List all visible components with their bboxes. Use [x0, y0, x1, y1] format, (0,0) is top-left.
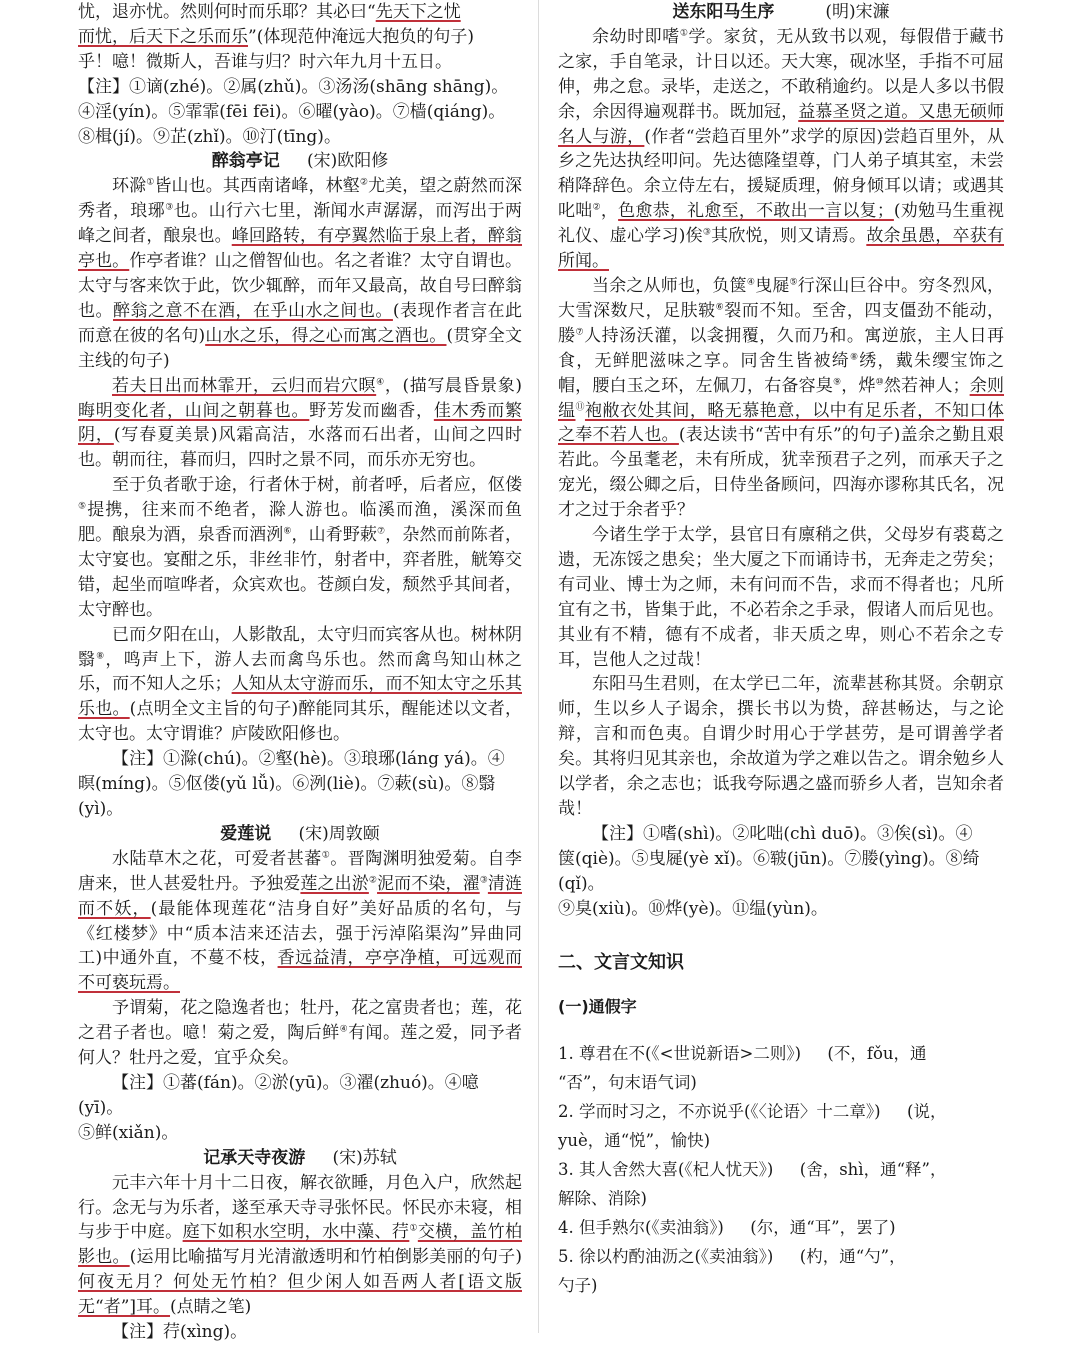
text-run: 已而夕阳在山，人影散乱，太守归而宾客从也。树林阴翳	[78, 624, 522, 670]
cts-title	[78, 1146, 522, 1171]
item-example: 4. 但手熟尔(《卖油翁》)	[558, 1217, 724, 1237]
text-run: 予谓菊，花之隐逸者也；牡丹，花之富贵者也；莲，花之君子者也。噫！菊之爱，陶后鲜	[78, 998, 522, 1044]
paragraph	[78, 473, 522, 622]
footnote-marker: ⑤	[789, 277, 798, 288]
zwt-notes	[78, 747, 522, 822]
note-line: ⑧楫(jí)。⑨芷(zhǐ)。⑩汀(tīng)。	[78, 126, 341, 147]
highlighted-sentence: 若夫日出而林霏开，云归而岩穴暝	[112, 375, 377, 396]
tongjiazi-item	[558, 1213, 1004, 1242]
text-line	[78, 2, 461, 22]
text-run: (表达读书“苦中有乐”的句子)盖余之勤且艰若此。今虽耄老，未有所成，犹幸预君子之列，而承天子之宠光，缀公卿之后，日侍坐备顾问，四海亦谬称其氏名，况才之过于余者乎？	[558, 425, 1004, 521]
note-line: 【注】①谪(zhé)。②属(zhǔ)。③汤汤(shāng shāng)。	[78, 76, 509, 97]
text-run: 今诸生学于太学，县官日有廪稍之供，父母岁有裘葛之遗，无冻馁之患矣；坐大厦之下而诵诗书，无奔走之劳矣；有司业、博士为之师，未有问而不告，求而不得者也；凡所宜有之书，皆集于此，不必若余之手录，假诸人而后见也。其业有不精，德有不成者，非天质之卑，则心不若余之专耳，岂他人之过哉！	[558, 525, 1004, 670]
item-explanation: (杓，通“勺”，	[799, 1246, 906, 1266]
text-run: 忧，退亦忧。然则何时而乐耶？其必曰“	[78, 2, 376, 22]
title-text: 醉翁亭记	[211, 151, 280, 172]
subsection-title: (一)通假字	[558, 996, 637, 1016]
item-example: 2. 学而时习之，不亦说乎(《〈论语〉十二章》)	[558, 1101, 881, 1121]
author: (宋)欧阳修	[306, 151, 389, 172]
footnote-marker: ⑥	[283, 526, 292, 537]
text-run: 作亭者谁？山之僧智仙也。名之者谁？太守自谓也。太守与客来饮于此，饮少辄醉，而年又最高，故自号曰醉翁也。	[78, 251, 523, 321]
note-line: 【注】①嗜(shì)。②叱咄(chì duō)。③俟(sì)。④	[592, 823, 973, 844]
text-run: (最能体现莲花“洁身自好”美好品质的名句，与《红楼梦》中“质本洁来还洁去，强于污淖陷渠沟”异曲同工)中通外直，不蔓不枝，	[78, 898, 523, 969]
text-run: 有闻。莲之爱，同予者何人？牡丹之爱，宜乎众矣。	[78, 1023, 523, 1069]
highlighted-sentence: 人知从太守游而乐，而不知太守之乐其乐也。	[78, 674, 522, 720]
note-line: 【注】①滁(chú)。②壑(hè)。③琅琊(láng yá)。④	[112, 749, 505, 770]
note-line: 暝(míng)。⑤伛偻(yǔ lǚ)。⑥洌(liè)。⑦蔌(sù)。⑧翳(yì)。	[78, 774, 496, 819]
title-text: 爱莲说	[220, 823, 272, 844]
footnote-marker: ⑩	[875, 376, 884, 387]
item-explanation-cont: 解除、消除)	[558, 1188, 647, 1208]
paragraph	[558, 274, 1004, 523]
paragraph	[78, 1171, 522, 1320]
footnote-marker: ①	[146, 177, 155, 188]
text-run: ，	[600, 201, 619, 222]
highlighted-sentence: 香远益清，亭亭净植，可远观而不可亵玩焉。	[78, 948, 523, 994]
footnote-marker: ⑨	[832, 376, 842, 387]
tongjiazi-item	[558, 1242, 1004, 1300]
note-line: ④淫(yín)。⑤霏霏(fēi fēi)。⑥曜(yào)。⑦樯(qiáng)。	[78, 101, 506, 122]
paragraph	[78, 174, 522, 373]
highlighted-sentence: 清涟而不妖，	[78, 873, 522, 919]
column-divider	[538, 0, 539, 1333]
text-run: 野芳发而幽香，	[309, 400, 434, 421]
als-notes	[78, 1071, 522, 1146]
text-run: 提携，往来而不绝者，滁人游也。临溪而渔，溪深而鱼肥。酿泉为酒，泉香而酒洌	[78, 500, 522, 546]
text-run: 当余之从师也，负箧	[592, 275, 747, 296]
left-column	[78, 0, 522, 1345]
highlighted-sentence: 故余虽愚，卒获有所闻。	[558, 226, 1005, 272]
footnote-marker: ①	[321, 850, 331, 861]
cts-notes	[78, 1320, 522, 1345]
text-line	[78, 52, 452, 72]
text-run: (运用比喻描写月光清澈透明和竹柏倒影美丽的句子)	[129, 1247, 523, 1268]
tongjiazi-item	[558, 1155, 1004, 1213]
paragraph	[78, 996, 522, 1071]
paragraph	[558, 672, 1004, 821]
text-run: ，杂然而前陈者，太守宴也。宴酣之乐，非丝非竹，射者中，弈者胜，觥筹交错，起坐而喧哗者，众宾欢也。苍颜白发，颓然乎其间者，太守醉也。	[78, 525, 522, 620]
text-run: ，(描写晨昏景象)	[384, 375, 523, 396]
highlighted-sentence: 余则缊	[558, 375, 1005, 421]
paragraph	[78, 623, 522, 748]
text-run: ”(体现范仲淹远大抱负的句子)	[248, 26, 474, 47]
zwt-title	[78, 149, 522, 174]
text-run: 乎！噫！微斯人，吾谁与归？时六年九月十五日。	[78, 51, 452, 72]
sdy-title	[558, 0, 1004, 25]
title-text: 记承天寺夜游	[203, 1147, 306, 1168]
footnote-marker: ②	[368, 875, 378, 886]
sdy-notes	[558, 822, 1004, 922]
footnote-marker: ④	[339, 1024, 349, 1035]
tongjiazi-item	[558, 1039, 1004, 1097]
text-run: (劝勉马生重视礼仪、虚心学习)俟	[558, 201, 1005, 247]
text-run: (贯穿全文主线的句子)	[78, 325, 522, 371]
right-column	[558, 0, 1004, 1300]
text-run: ，烨	[841, 375, 876, 396]
text-run: 行深山巨谷中。穷冬烈风，大雪深数尺，足肤皲	[558, 275, 1005, 321]
text-line	[78, 27, 474, 47]
highlighted-sentence: 先天下之忧	[375, 2, 461, 22]
note-line: 【注】荇(xìng)。	[112, 1322, 248, 1343]
highlighted-sentence: 佳木秀而繁阴，	[78, 400, 523, 446]
footnote-marker: ⑧	[96, 650, 106, 661]
text-run: (表现作者言在此而意在彼的名句)	[78, 300, 523, 346]
text-run: 余幼时即嗜	[592, 26, 680, 47]
highlighted-sentence: 醉翁之意不在酒，在乎山水之间也。	[113, 300, 393, 321]
item-example: 5. 徐以杓酌油沥之(《卖油翁》)	[558, 1246, 774, 1266]
item-explanation: (不，fǒu，通	[827, 1043, 927, 1063]
text-run: (点睛之笔)	[170, 1297, 252, 1318]
highlighted-sentence: 庭下如积水空明，水中藻、荇	[182, 1222, 410, 1243]
yyl-notes	[78, 75, 522, 150]
item-explanation: (尔，通“耳”，罢了)	[750, 1217, 896, 1237]
text-run: 也。山行六七里，渐闻水声潺潺，而泻出于两峰之间者，酿泉也。	[78, 201, 523, 247]
item-example: 1. 尊君在不(《<世说新语>二则》)	[558, 1043, 802, 1063]
footnote-marker: ②	[359, 177, 369, 188]
footnote-marker: ⑪	[575, 401, 585, 412]
highlighted-sentence: 峰回路转，有亭翼然临于泉上者，醉翁亭也。	[78, 226, 523, 272]
paragraph	[78, 847, 522, 996]
footnote-marker: ⑦	[377, 526, 386, 537]
note-line: ⑤鲜(xiǎn)。	[78, 1122, 179, 1143]
footnote-marker: ⑦	[575, 327, 585, 338]
footnote-marker: ③	[165, 202, 174, 213]
highlighted-sentence: 晦明变化者，山间之朝暮也。	[78, 400, 310, 421]
yyl-ending	[78, 0, 522, 75]
highlighted-sentence: 山水之乐，得之心而寓之酒也。	[205, 325, 447, 346]
text-run: 裂而不知。至舍，四支僵劲不能动，媵	[558, 300, 1005, 346]
note-line: 箧(qiè)。⑤曳屣(yè xǐ)。⑥皲(jūn)。⑦媵(yìng)。⑧绮(qǐ)。	[558, 848, 980, 894]
item-explanation: (说，	[907, 1101, 947, 1121]
footnote-marker: ⑥	[715, 302, 725, 313]
text-run: 其欣悦，则又请焉。	[711, 226, 867, 247]
item-explanation-cont: “否”，句末语气词)	[558, 1072, 697, 1092]
text-run: ，山肴野蔌	[291, 525, 378, 546]
text-run: 尤美，望之蔚然而深秀者，琅琊	[78, 176, 522, 222]
note-line: ⑨臭(xiù)。⑩烨(yè)。⑪缊(yùn)。	[558, 898, 828, 919]
text-run: 绣，戴朱缨宝饰之帽，腰白玉之环，左佩刀，右备容臭	[558, 350, 1005, 396]
footnote-marker: ①	[679, 28, 689, 39]
footnote-marker: ②	[592, 202, 601, 213]
highlighted-sentence: 泥而不染，濯	[377, 873, 480, 894]
text-run: 学。家贫，无从致书以观，每假借于藏书之家，手自笔录，计日以还。天大寒，砚冰坚，手指不可屈伸，弗之怠。录毕，走送之，不敢稍逾约。以是人多以书假余，余因得遍观群书。既加冠，	[558, 26, 1005, 122]
item-example: 3. 其人舍然大喜(《杞人忧天》)	[558, 1159, 774, 1179]
text-run: 元丰六年十月十二日夜，解衣欲睡，月色入户，欣然起行。念无与为乐者，遂至承天寺寻张怀民。怀民亦未寝，相与步于中庭。	[78, 1172, 522, 1243]
note-line: 【注】①蕃(fán)。②淤(yū)。③濯(zhuó)。④噫(yī)。	[78, 1072, 479, 1118]
highlighted-sentence: 而忧，后天下之乐而乐	[78, 26, 248, 47]
item-explanation-cont: 勺子)	[558, 1275, 598, 1295]
text-run: ，鸣声上下，游人去而禽鸟乐也。然而禽鸟知山林之乐，而不知人之乐；	[78, 649, 523, 695]
text-run: 。晋陶渊明独爱菊。自李唐来，世人甚爱牡丹。予独爱	[78, 848, 522, 894]
highlighted-sentence: 袍敝衣处其间，略无慕艳意，以中有足乐者，不知口体之奉不若人也。	[558, 400, 1004, 446]
author: (宋)周敦颐	[298, 823, 380, 844]
text-run: 皆山也。其西南诸峰，林壑	[154, 176, 360, 197]
highlighted-sentence: 交横，盖竹柏影也。	[78, 1222, 523, 1268]
text-run: 然若神人；	[883, 375, 970, 396]
text-run: 人持汤沃灌，以衾拥覆，久而乃和。寓逆旅，主人日再食，无鲜肥滋味之享。同舍生皆被绮	[558, 325, 1005, 371]
paragraph	[558, 523, 1004, 672]
author: (明)宋濂	[825, 2, 890, 22]
text-run: 东阳马生君则，在太学已二年，流辈甚称其贤。余朝京师，生以乡人子谒余，撰长书以为贽，辞甚畅达，与之论辩，言和而色夷。自谓少时用心于学甚劳，是可谓善学者矣。其将归见其亲也，余故道为学之难以告之。谓余勉乡人以学者，余之志也；诋我夸际遇之盛而骄乡人者，岂知余者哉！	[558, 674, 1004, 819]
text-run: (写春夏美景)风霜高洁，水落而石出者，山间之四时也。朝而往，暮而归，四时之景不同，而乐亦无穷也。	[78, 425, 523, 471]
paragraph	[558, 25, 1004, 274]
footnote-marker: ④	[376, 376, 385, 387]
section-title: 二、文言文知识	[558, 951, 684, 973]
footnote-marker: ⑧	[849, 352, 860, 363]
highlighted-sentence: 莲之出淤	[300, 873, 369, 894]
text-run: (点明全文主旨的句子)醉能同其乐，醒能述以文者，太守也。太守谓谁？庐陵欧阳修也。	[78, 699, 523, 745]
footnote-marker: ⑤	[78, 501, 88, 512]
author: (宋)苏轼	[332, 1147, 397, 1168]
text-run: 环滁	[112, 176, 147, 197]
footnote-marker: ③	[479, 875, 488, 886]
footnote-marker: ①	[409, 1223, 418, 1234]
tongjiazi-list	[558, 1039, 1004, 1300]
footnote-marker: ④	[746, 277, 756, 288]
text-run: (作者“尝趋百里外”求学的原因)尝趋百里外，从乡之先达执经叩问。先达德隆望尊，门人弟子填其室，未尝稍降辞色。余立侍左右，援疑质理，俯身倾耳以请；或遇其叱咄	[558, 126, 1005, 222]
paragraph	[78, 374, 522, 474]
highlighted-sentence: 何夜无月？何处无竹柏？但少闲人如吾两人者[语文版无“者”]耳。	[78, 1272, 522, 1318]
text-run: 水陆草木之花，可爱者甚蕃	[112, 848, 322, 869]
item-explanation-cont: yuè，通“悦”，愉快)	[558, 1130, 711, 1150]
als-title	[78, 822, 522, 847]
title-text: 送东阳马生序	[672, 2, 775, 22]
text-run: 曳屣	[755, 275, 790, 296]
highlighted-sentence: 益慕圣贤之道。又患无硕师名人与游，	[558, 101, 1005, 147]
item-explanation: (舍，shì，通“释”，	[799, 1159, 947, 1179]
tongjiazi-item	[558, 1097, 1004, 1155]
highlighted-sentence: 色愈恭，礼愈至，不敢出一言以复；	[618, 201, 894, 222]
text-run: 至于负者歌于途，行者休于树，前者呼，后者应，伛偻	[112, 475, 522, 496]
footnote-marker: ③	[702, 227, 712, 238]
